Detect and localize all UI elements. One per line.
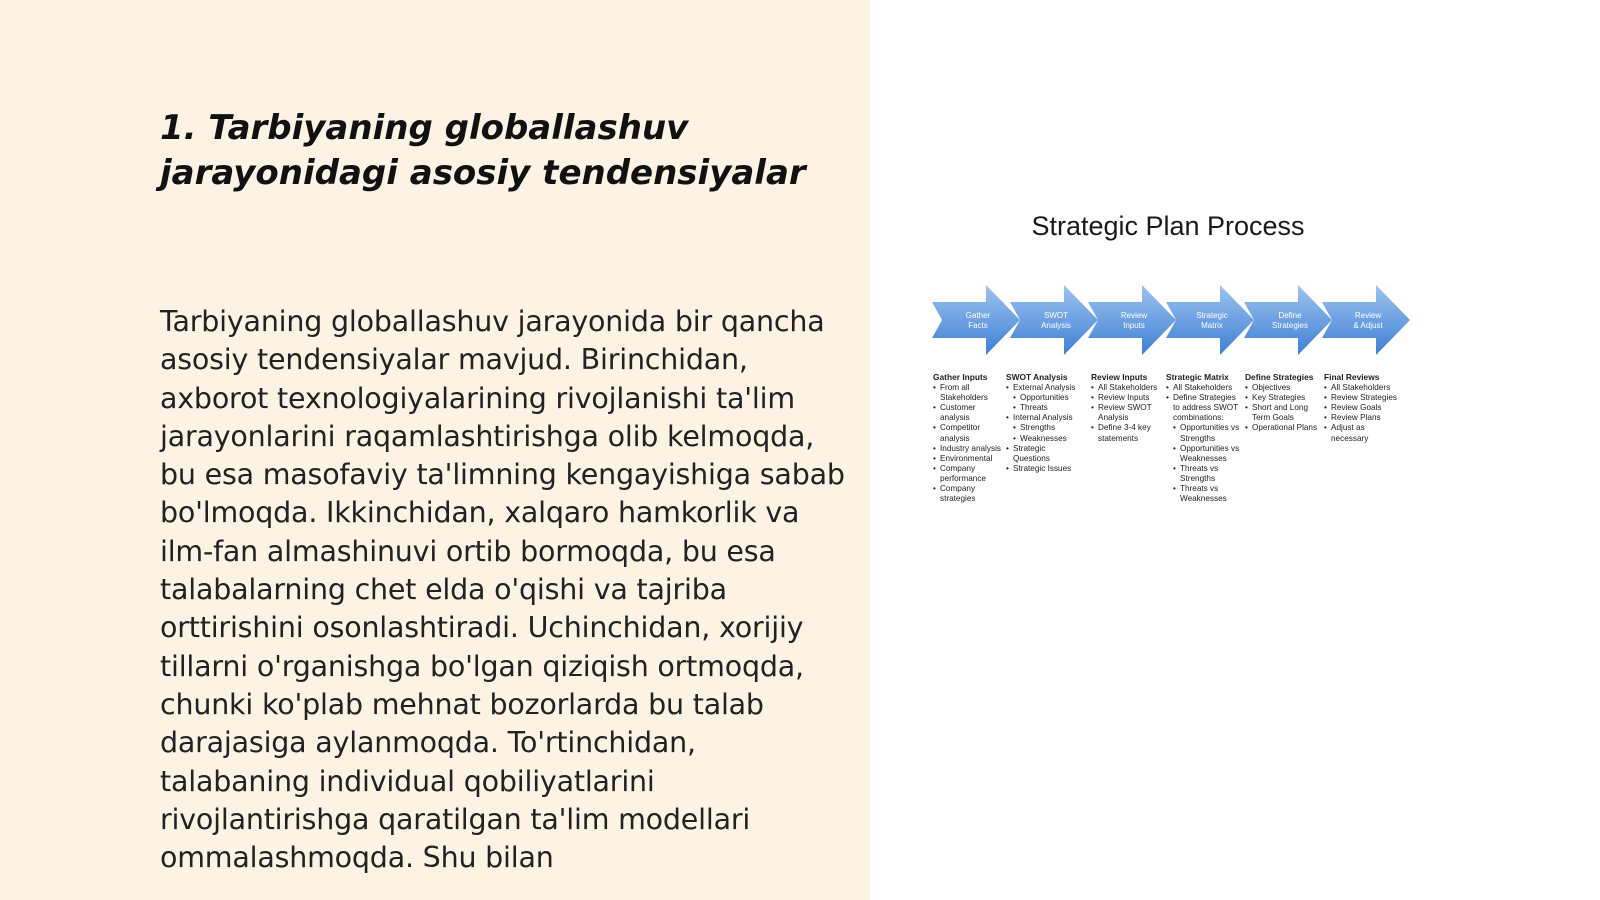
stage-title: Gather Inputs bbox=[933, 372, 988, 382]
stage-column bbox=[933, 372, 1013, 504]
stage-title: Define Strategies bbox=[1245, 372, 1314, 382]
stage-item: • Objectives bbox=[1245, 383, 1325, 393]
stage-item: • Opportunities bbox=[1006, 393, 1086, 403]
stage-column bbox=[1166, 372, 1246, 504]
stage-items bbox=[1091, 383, 1171, 444]
process-arrow-label: SWOT bbox=[1044, 311, 1068, 320]
process-arrow-label: Matrix bbox=[1201, 321, 1223, 330]
stage-title: Review Inputs bbox=[1091, 372, 1148, 382]
process-arrow-label: Strategies bbox=[1271, 321, 1309, 330]
stage-item: • Internal Analysis bbox=[1006, 413, 1086, 423]
stage-item: • Environmental bbox=[933, 454, 1013, 464]
process-arrow-label: Strategic bbox=[1196, 311, 1228, 320]
stage-item: • Company performance bbox=[933, 464, 1013, 484]
slide-title: 1. Tarbiyaning globallashuv jarayonidagi asosiy tendensiyalar bbox=[160, 108, 806, 193]
image-panel bbox=[870, 0, 1600, 900]
stage-item: • External Analysis bbox=[1006, 383, 1086, 393]
stage-item: • Customer analysis bbox=[933, 403, 1013, 423]
stage-item: • Strategic Questions bbox=[1006, 444, 1086, 464]
stage-item: • Company strategies bbox=[933, 484, 1013, 504]
stage-item: • All Stakeholders bbox=[1324, 383, 1404, 393]
stage-item: • From all Stakeholders bbox=[933, 383, 1013, 403]
stage-item: • Define Strategies to address SWOT combinations: bbox=[1166, 393, 1246, 423]
stage-item: • Adjust as necessary bbox=[1324, 423, 1404, 443]
stage-item: • Key Strategies bbox=[1245, 393, 1325, 403]
stage-item: • Opportunities vs Strengths bbox=[1166, 423, 1246, 443]
process-arrow bbox=[1244, 285, 1332, 355]
process-arrow-label: Inputs bbox=[1123, 321, 1145, 330]
figure-title: Strategic Plan Process bbox=[1031, 211, 1305, 241]
stage-column bbox=[1006, 372, 1086, 474]
stage-items bbox=[1006, 383, 1086, 474]
stage-title: Strategic Matrix bbox=[1166, 372, 1229, 382]
strategic-plan-figure bbox=[930, 205, 1420, 515]
stage-item: • Threats bbox=[1006, 403, 1086, 413]
stage-column bbox=[1245, 372, 1325, 434]
stage-items bbox=[1245, 383, 1325, 433]
stage-item: • Review Strategies bbox=[1324, 393, 1404, 403]
stage-item: • Short and Long Term Goals bbox=[1245, 403, 1325, 423]
stage-item: • All Stakeholders bbox=[1091, 383, 1171, 393]
stage-item: • Threats vs Strengths bbox=[1166, 464, 1246, 484]
stage-item: • Threats vs Weaknesses bbox=[1166, 484, 1246, 504]
process-arrow bbox=[1010, 285, 1098, 355]
process-arrows bbox=[930, 285, 1420, 357]
stage-title: Final Reviews bbox=[1324, 372, 1380, 382]
stage-item: • Competitor analysis bbox=[933, 423, 1013, 443]
stage-item: • Review Inputs bbox=[1091, 393, 1171, 403]
stage-column bbox=[1324, 372, 1404, 444]
stage-item: • Strategic Issues bbox=[1006, 464, 1086, 474]
process-arrow bbox=[1088, 285, 1176, 355]
slide-body-text: Tarbiyaning globallashuv jarayonida bir qancha asosiy tendensiyalar mavjud. Birinchidan, axborot texnologiyalarining rivojlanishi ta'lim jarayonlarini raqamlashtirishga olib kelmoqda, bu esa masofaviy ta'limning kengayishiga sabab bo'lmoqda. Ikkinchidan, xalqaro hamkorlik va ilm-fan almashinuvi ortib bormoqda, bu esa talabalarning chet elda o'qishi va tajriba orttirishini osonlashtiradi. Uchinchidan, xorijiy tillarni o'rganishga bo'lgan qiziqish ortmoqda, chunki ko'plab mehnat bozorlarda bu talab darajasiga aylanmoqda. To'rtinchidan, talabaning individual qobiliyatlarini rivojlantirishga qaratilgan ta'lim modellari ommalashmoqda. Shu bilan bbox=[160, 305, 845, 875]
process-arrow-label: Analysis bbox=[1041, 321, 1071, 330]
stage-title: SWOT Analysis bbox=[1006, 372, 1068, 382]
stage-item: • Strengths bbox=[1006, 423, 1086, 433]
process-arrow bbox=[1322, 285, 1410, 355]
process-arrow-label: Facts bbox=[968, 321, 988, 330]
stage-items bbox=[1324, 383, 1404, 444]
stage-item: • Define 3-4 key statements bbox=[1091, 423, 1171, 443]
stage-items bbox=[1166, 383, 1246, 504]
process-arrow-label: Define bbox=[1278, 311, 1302, 320]
stage-item: • Review Plans bbox=[1324, 413, 1404, 423]
process-arrow-label: & Adjust bbox=[1353, 321, 1383, 330]
stage-items bbox=[933, 383, 1013, 504]
stage-item: • Opportunities vs Weaknesses bbox=[1166, 444, 1246, 464]
stage-column bbox=[1091, 372, 1171, 444]
stage-item: • Industry analysis bbox=[933, 444, 1013, 454]
process-arrow-label: Review bbox=[1120, 311, 1148, 320]
stage-item: • Weaknesses bbox=[1006, 434, 1086, 444]
process-arrow bbox=[932, 285, 1020, 355]
stage-item: • All Stakeholders bbox=[1166, 383, 1246, 393]
stage-item: • Operational Plans bbox=[1245, 423, 1325, 433]
process-arrow-label: Gather bbox=[965, 311, 991, 320]
stage-item: • Review Goals bbox=[1324, 403, 1404, 413]
stage-item: • Review SWOT Analysis bbox=[1091, 403, 1171, 423]
process-arrow-label: Review bbox=[1354, 311, 1382, 320]
process-arrow bbox=[1166, 285, 1254, 355]
